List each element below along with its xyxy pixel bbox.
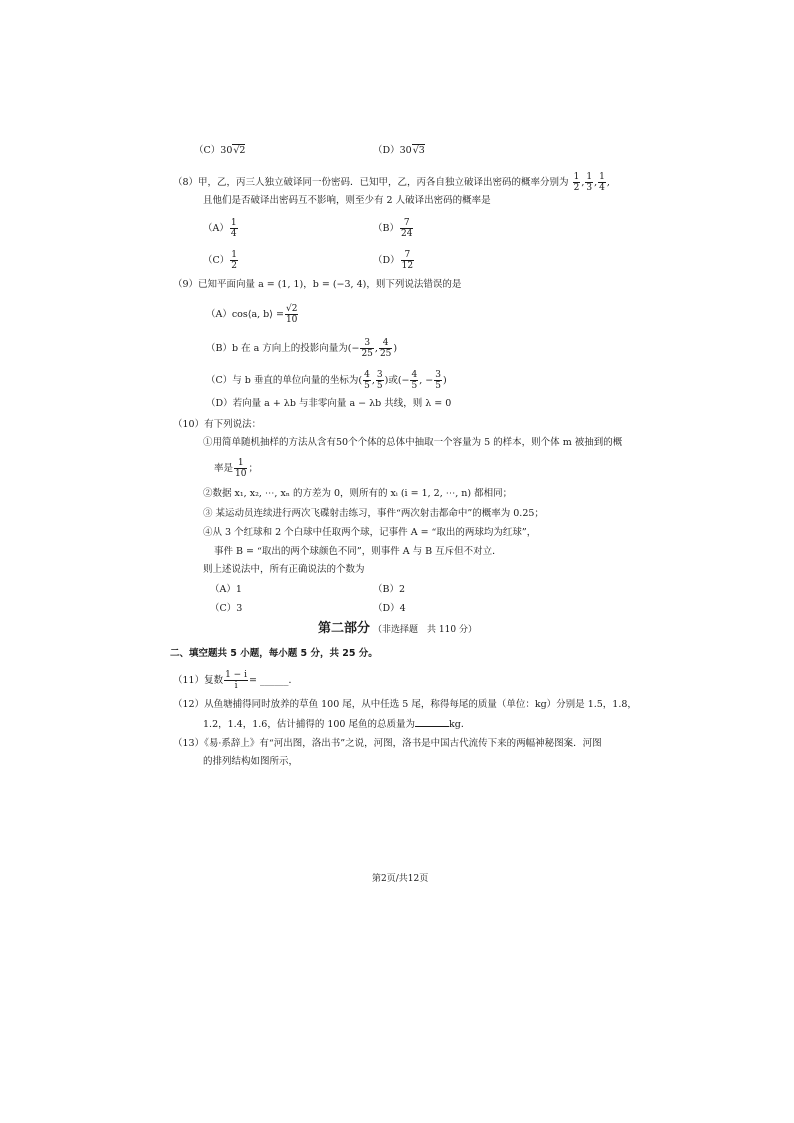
q10-statement-4-cont: 事件 B = “取出的两个球颜色不同”，则事件 A 与 B 互斥但不对立． bbox=[214, 546, 502, 557]
q10-question: 则上述说法中，所有正确说法的个数为 bbox=[203, 564, 365, 575]
q10-option-b: （B）2 bbox=[373, 584, 406, 595]
page-number: 第2页/共12页 bbox=[372, 874, 429, 884]
q8-option-b: （B） $\frac{7}{24}$ bbox=[373, 218, 413, 239]
q9-option-d: （D）若向量 a + λb 与非零向量 a − λb 共线，则 λ = 0 bbox=[206, 398, 452, 409]
q10-statement-2: ②数据 x₁, x₂, ⋯, xₙ 的方差为 0，则所有的 xᵢ (i = 1, 2, ⋯, n) 都相同； bbox=[203, 488, 513, 499]
q9-option-b: （B）b 在 a 方向上的投影向量为(− $\frac{3}{25}$ , $\frac{4}{25}$ ) bbox=[206, 338, 398, 359]
q13-line-2: 的排列结构如图所示， bbox=[203, 756, 299, 767]
q9-stem: （9）已知平面向量 a = (1, 1)，b = (−3, 4)，则下列说法错误的是 bbox=[173, 279, 462, 290]
part-two-header bbox=[318, 622, 477, 637]
q10-option-d: （D）4 bbox=[373, 603, 406, 614]
q10-stem: （10）有下列说法： bbox=[173, 419, 262, 430]
q8-stem: （8）甲，乙，丙三人独立破译同一份密码．已知甲，乙，丙各自独立破译出密码的概率分别为 $\frac{1}{2}$ , $\frac{1}{3}$ , $\frac{1}{4}$ , bbox=[173, 172, 610, 193]
part-two-title: 第二部分 bbox=[318, 621, 371, 636]
q7-option-d: （D）30√3 bbox=[373, 145, 425, 156]
q12-line-2: 1.2，1.4，1.6，估计捕得的 100 尾鱼的总质量为 kg． bbox=[203, 719, 471, 730]
q13-line-1: （13）《易·系辞上》有“河出图，洛出书”之说，河图，洛书是中国古代流传下来的两幅神秘图案．河图 bbox=[173, 738, 602, 749]
q7-option-c: （C）30√2 bbox=[194, 145, 246, 156]
q10-option-a: （A）1 bbox=[210, 584, 242, 595]
section-two-heading: 二、填空题共 5 小题，每小题 5 分，共 25 分。 bbox=[170, 648, 378, 659]
q10-option-c: （C）3 bbox=[210, 603, 243, 614]
q8-option-a: （A） $\frac{1}{4}$ bbox=[203, 218, 237, 239]
q9-option-a: （A）cos⟨a, b⟩ = $\frac{√2}{10}$ bbox=[206, 304, 298, 325]
q10-statement-3: ③ 某运动员连续进行两次飞碟射击练习，事件“两次射击都命中”的概率为 0.25； bbox=[203, 508, 544, 519]
q8-option-c: （C） $\frac{1}{2}$ bbox=[203, 250, 238, 271]
q12-line-1: （12）从鱼塘捕得同时放养的草鱼 100 尾，从中任选 5 尾，称得每尾的质量（单位：kg）分别是 1.5，1.8， bbox=[173, 699, 637, 710]
q10-statement-1: ①用简单随机抽样的方法从含有50个个体的总体中抽取一个容量为 5 的样本，则个体 m 被抽到的概 bbox=[203, 437, 623, 448]
q8-option-d: （D） $\frac{7}{12}$ bbox=[373, 250, 414, 271]
q10-statement-1-cont: 率是 $\frac{1}{10}$ ； bbox=[214, 458, 258, 479]
q9-option-c: （C）与 b 垂直的单位向量的坐标为( $\frac{4}{5}$ , $\frac{3}{5}$ )或(− $\frac{4}{5}$ , − $\frac{3}{5}$ ) bbox=[206, 370, 447, 391]
q8-stem-continued: 且他们是否破译出密码互不影响，则至少有 2 人破译出密码的概率是 bbox=[203, 195, 491, 206]
part-two-subtitle: （非选择题 共 110 分） bbox=[373, 625, 477, 635]
q11: （11）复数 $\frac{1 - i}{i}$ = ______． bbox=[173, 670, 298, 691]
fraction: $\frac{1}{4}$ bbox=[599, 172, 605, 193]
answer-blank[interactable] bbox=[415, 717, 449, 727]
fraction: $\frac{1}{2}$ bbox=[573, 172, 580, 193]
fraction: $\frac{1}{3}$ bbox=[586, 172, 593, 193]
q10-statement-4: ④从 3 个红球和 2 个白球中任取两个球，记事件 A = “取出的两球均为红球”， bbox=[203, 527, 537, 538]
